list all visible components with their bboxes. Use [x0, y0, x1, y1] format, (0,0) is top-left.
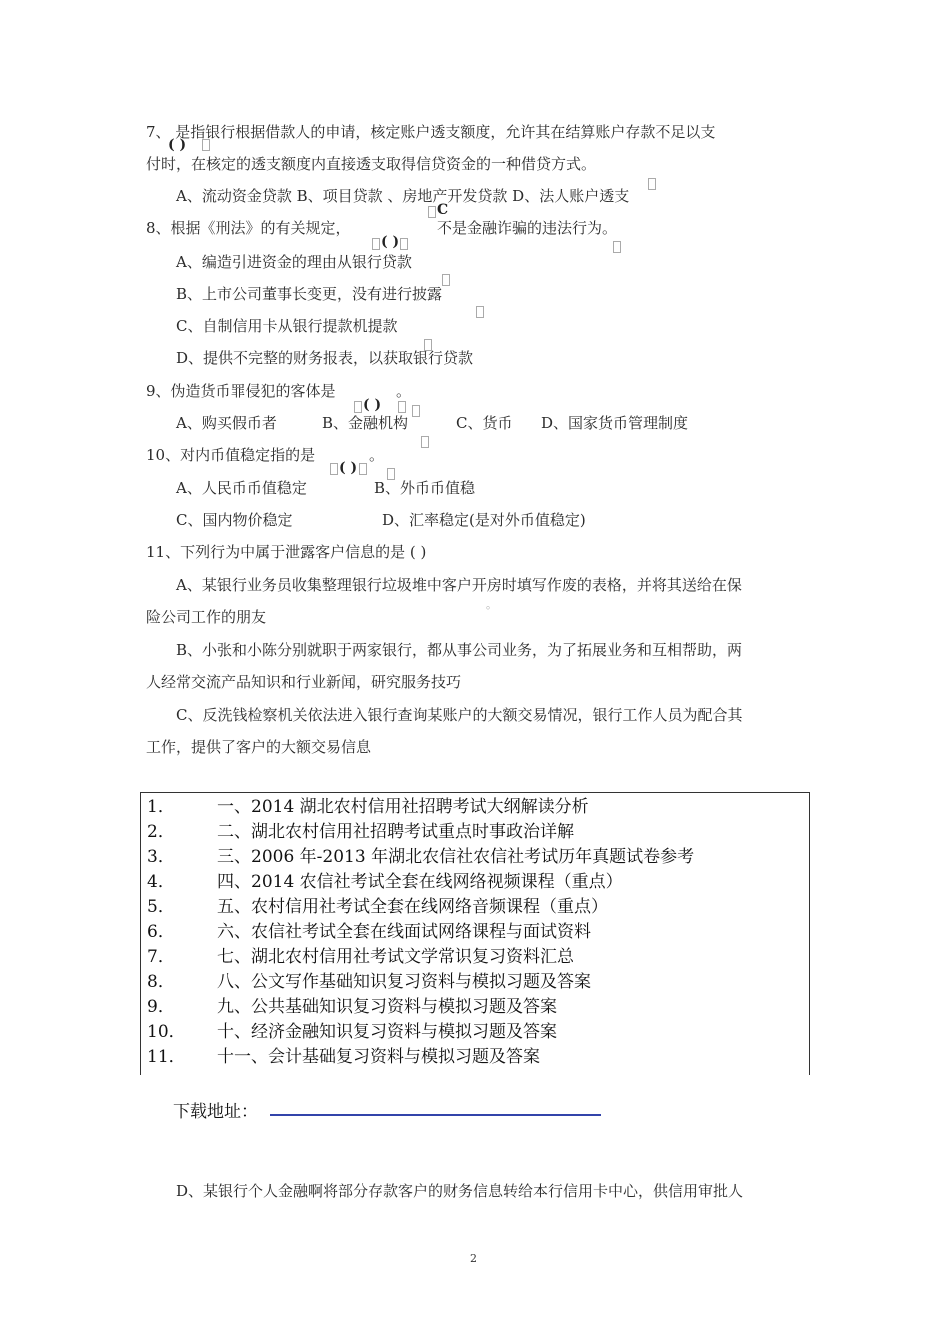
download-label: 下载地址： [173, 1102, 258, 1122]
download-link[interactable] [270, 1114, 601, 1116]
list-item: 1． 一、2014 湖北农村信用社招聘考试大纲解读分析 [147, 797, 589, 817]
placeholder-box-icon [412, 405, 420, 417]
q8-stem-a: 8、根据《刑法》的有关规定， [146, 219, 351, 237]
q9-end: 。 [396, 382, 412, 400]
q11-dot: 。 [486, 598, 497, 611]
list-item: 3． 三、2006 年-2013 年湖北农信社农信社考试历年真题试卷参考 [147, 847, 695, 867]
list-item: 8． 八、公文写作基础知识复习资料与模拟习题及答案 [147, 972, 591, 992]
q7-blank: ( ) [168, 137, 187, 153]
q10-option-c: C、国内物价稳定 [176, 511, 293, 529]
placeholder-box-icon [442, 274, 450, 286]
q9-option-c: C、货币 [456, 414, 513, 432]
q10-blank: ( ) [339, 460, 358, 476]
placeholder-box-icon [648, 178, 656, 190]
q8-option-d: D、提供不完整的财务报表，以获取银行贷款 [176, 349, 474, 367]
q9-option-d: D、国家货币管理制度 [541, 414, 689, 432]
q8-option-b: B、上市公司董事长变更，没有进行披露 [176, 285, 443, 303]
list-item: 5． 五、农村信用社考试全套在线网络音频课程（重点） [147, 897, 608, 917]
q8-answer-mark: C [437, 202, 449, 218]
q11-option-a-line1: A、某银行业务员收集整理银行垃圾堆中客户开房时填写作废的表格，并将其送给在保 [176, 576, 742, 594]
list-item: 6． 六、农信社考试全套在线面试网络课程与面试资料 [147, 922, 591, 942]
q9-stem: 9、伪造货币罪侵犯的客体是 [146, 382, 336, 400]
placeholder-box-icon [476, 306, 484, 318]
q8-option-a: A、编造引进资金的理由从银行贷款 [176, 253, 412, 271]
placeholder-box-icon [359, 463, 367, 475]
q11-option-c-line2: 工作，提供了客户的大额交易信息 [146, 738, 372, 756]
q11-option-b-line1: B、小张和小陈分别就职于两家银行，都从事公司业务，为了拓展业务和互相帮助，两 [176, 641, 743, 659]
list-item: 7． 七、湖北农村信用社考试文学常识复习资料汇总 [147, 947, 574, 967]
q8-stem-b: 不是金融诈骗的违法行为。 [437, 219, 618, 237]
placeholder-box-icon [330, 463, 338, 475]
q10-option-b: B、外币币值稳 [374, 479, 476, 497]
resource-list [140, 792, 810, 1075]
placeholder-box-icon [613, 241, 621, 253]
q9-option-b: B、金融机构 [322, 414, 409, 432]
placeholder-box-icon [372, 238, 380, 250]
placeholder-box-icon [400, 238, 408, 250]
q9-blank: ( ) [363, 397, 382, 413]
list-item: 9． 九、公共基础知识复习资料与模拟习题及答案 [147, 997, 557, 1017]
q7-line2: 付时，在核定的透支额度内直接透支取得信贷资金的一种借贷方式。 [146, 155, 597, 173]
page-number: 2 [470, 1252, 477, 1265]
placeholder-box-icon [202, 139, 210, 151]
q10-option-a: A、人民币币值稳定 [176, 479, 307, 497]
q11-option-b-line2: 人经常交流产品知识和行业新闻，研究服务技巧 [146, 673, 462, 691]
list-item: 11． 十一、会计基础复习资料与模拟习题及答案 [147, 1047, 540, 1067]
list-item: 2． 二、湖北农村信用社招聘考试重点时事政治详解 [147, 822, 574, 842]
q10-option-d: D、汇率稳定(是对外币值稳定) [382, 511, 586, 529]
list-item: 4． 四、2014 农信社考试全套在线网络视频课程（重点） [147, 872, 623, 892]
q11-option-a-line2: 险公司工作的朋友 [146, 608, 267, 626]
q7-options: A、流动资金贷款 B、项目贷款 、房地产开发贷款 D、法人账户透支 [176, 187, 630, 205]
q10-end: 。 [369, 446, 385, 464]
q9-option-a: A、购买假币者 [176, 414, 277, 432]
q8-blank: ( ) [381, 234, 400, 250]
q7-line1: 7、 是指银行根据借款人的申请，核定账户透支额度，允许其在结算账户存款不足以支 [146, 123, 716, 141]
q11-option-d-line1: D、某银行个人金融啊将部分存款客户的财务信息转给本行信用卡中心，供信用审批人 [176, 1182, 744, 1200]
placeholder-box-icon [354, 401, 362, 413]
q8-option-c: C、自制信用卡从银行提款机提款 [176, 317, 398, 335]
q10-stem: 10、对内币值稳定指的是 [146, 446, 316, 464]
list-item: 10． 十、经济金融知识复习资料与模拟习题及答案 [147, 1022, 557, 1042]
placeholder-box-icon [421, 436, 429, 448]
q11-option-c-line1: C、反洗钱检察机关依法进入银行查询某账户的大额交易情况，银行工作人员为配合其 [176, 706, 743, 724]
placeholder-box-icon [428, 206, 436, 218]
placeholder-box-icon [398, 401, 406, 413]
q11-stem: 11、下列行为中属于泄露客户信息的是 ( ) [146, 543, 427, 561]
